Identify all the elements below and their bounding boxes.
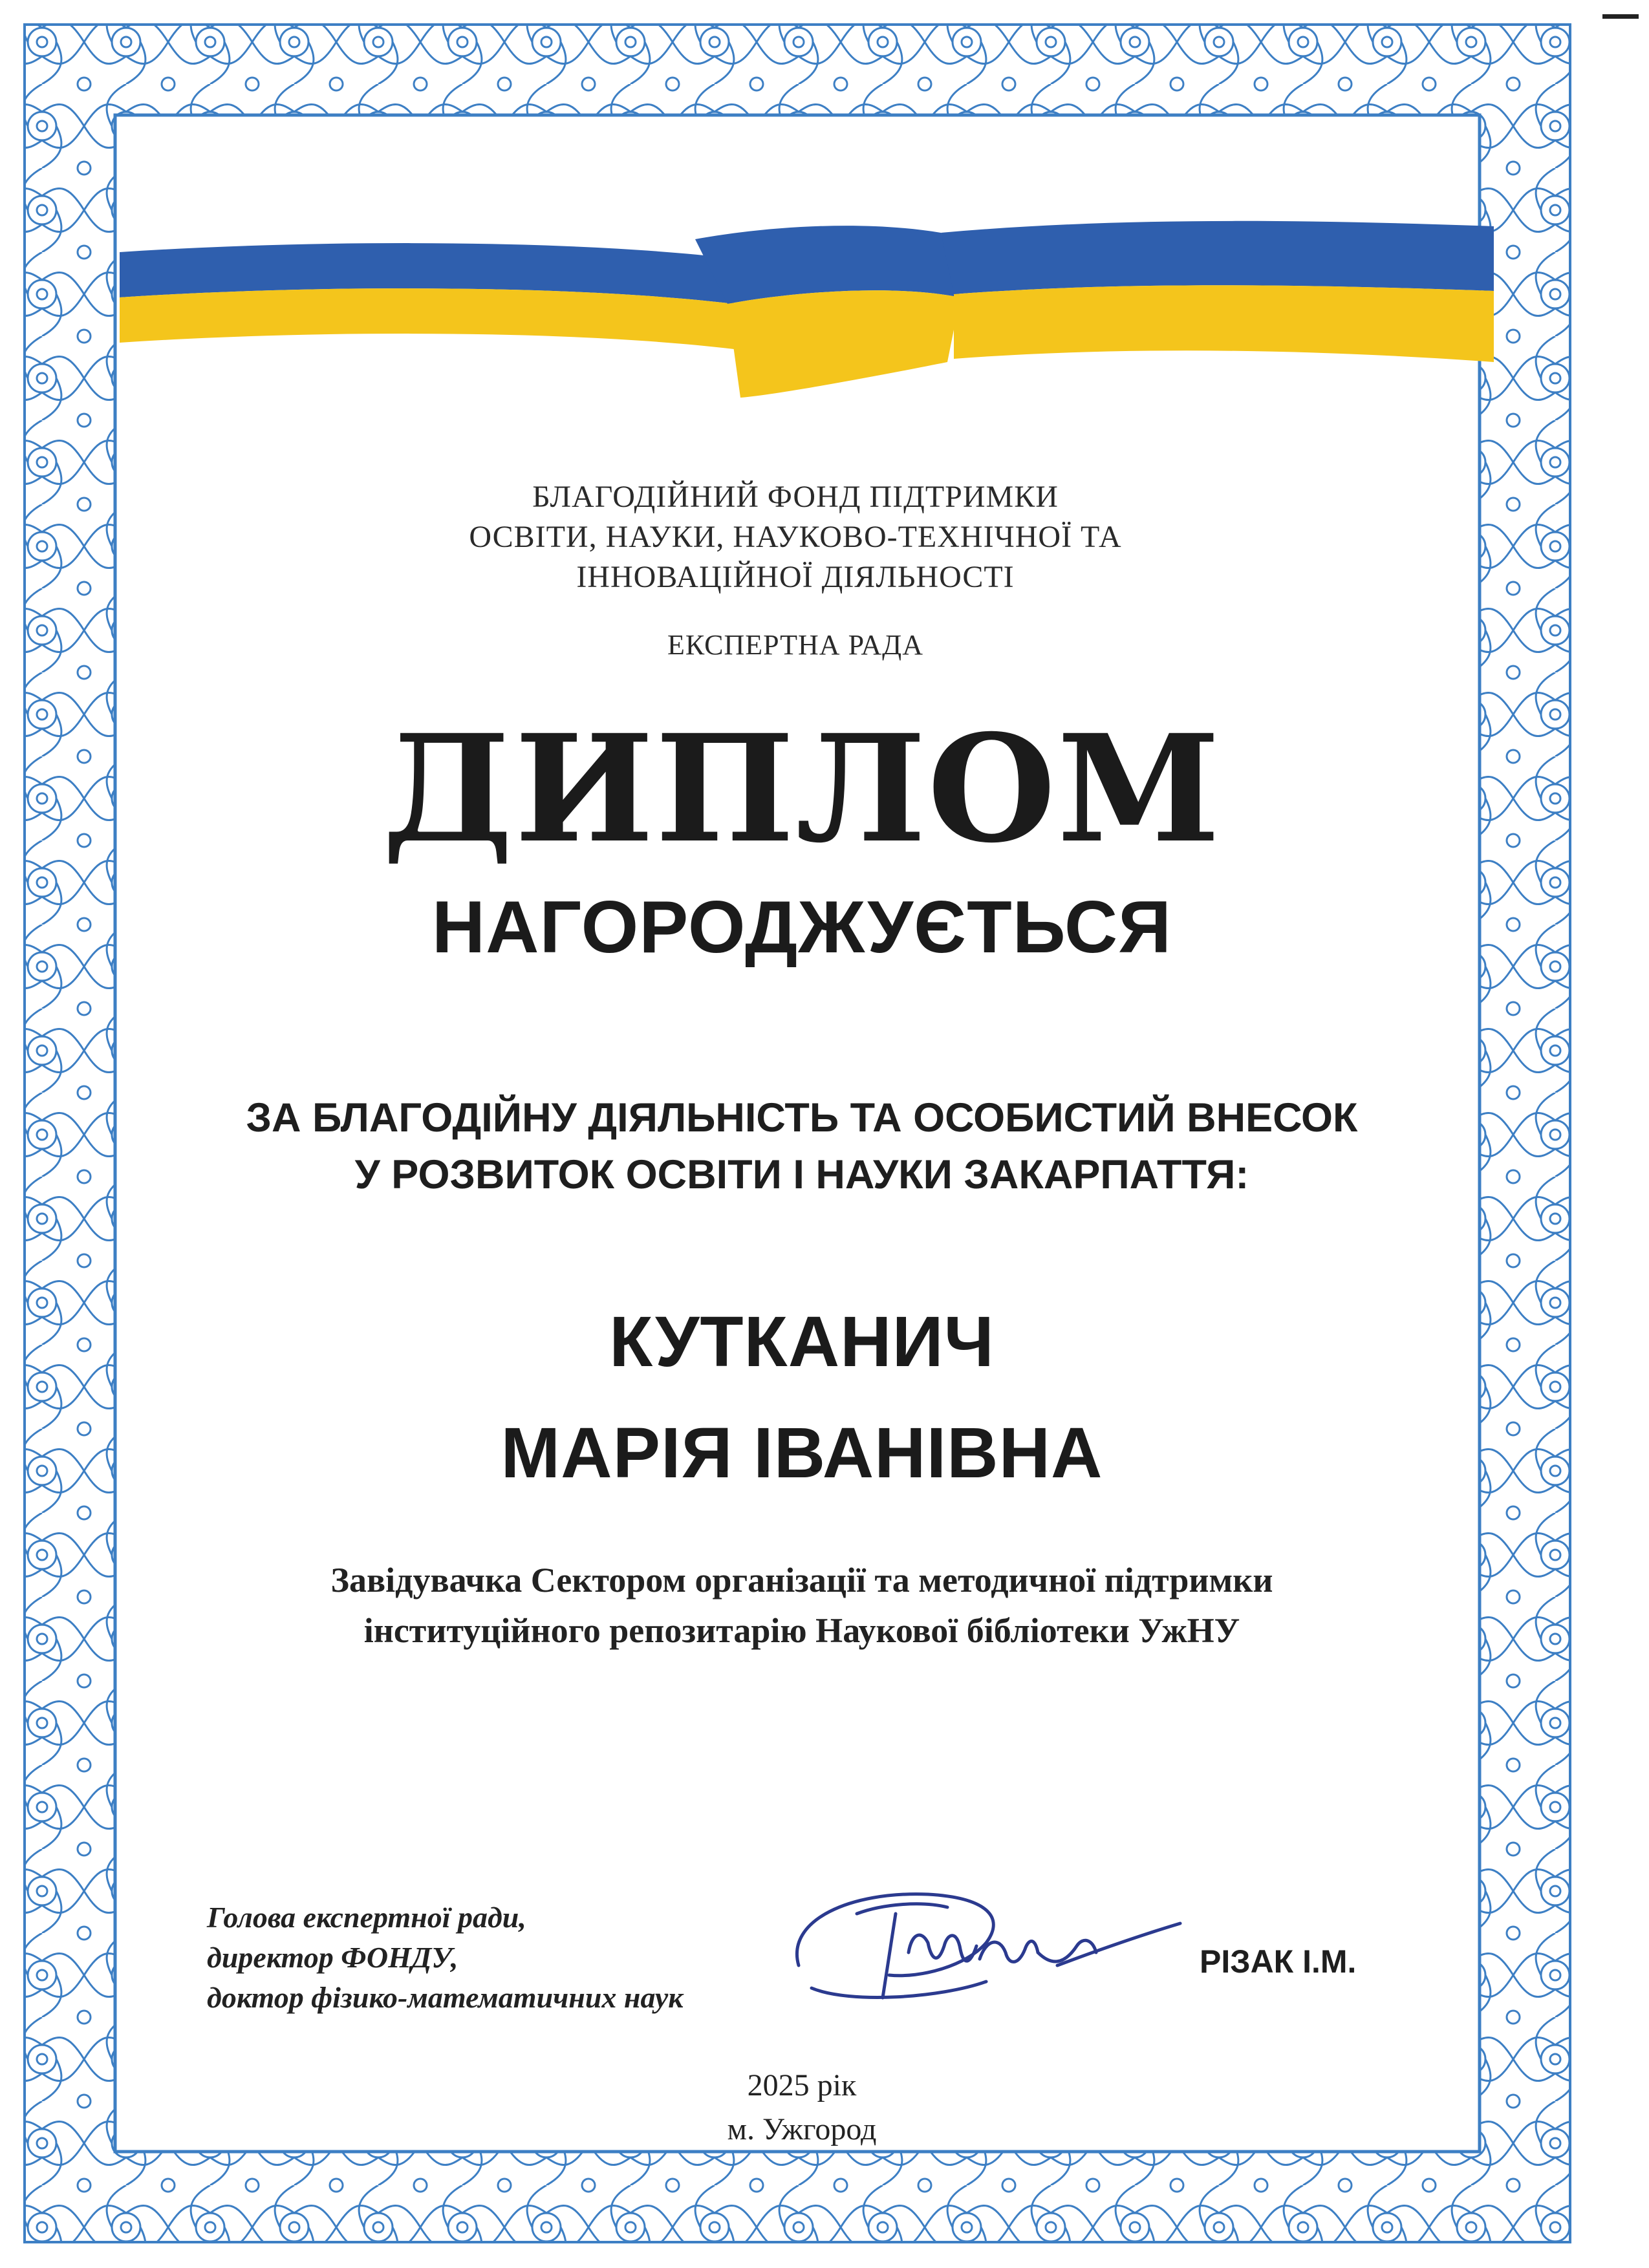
recipient-position bbox=[0, 1555, 1604, 1656]
organization-line: ОСВІТИ, НАУКИ, НАУКОВО-ТЕХНІЧНОЇ ТА bbox=[469, 520, 1122, 554]
recipient-name bbox=[0, 1287, 1604, 1509]
organization-line: ІННОВАЦІЙНОЇ ДІЯЛЬНОСТІ bbox=[576, 560, 1015, 594]
signatory-name: РІЗАК І.М. bbox=[1200, 1943, 1357, 1980]
signatory-title bbox=[207, 1898, 684, 2018]
signatory-title-line: Голова експертної ради, bbox=[207, 1901, 526, 1934]
expert-council-label: ЕКСПЕРТНА РАДА bbox=[667, 629, 923, 661]
recipient-position-line: Завідувачка Сектором організації та методичної підтримки bbox=[330, 1561, 1273, 1599]
recipient-given-names: МАРІЯ ІВАНІВНА bbox=[501, 1413, 1103, 1493]
ukrainian-flag-ribbon bbox=[120, 213, 1494, 407]
award-reason-line: ЗА БЛАГОДІЙНУ ДІЯЛЬНІСТЬ ТА ОСОБИСТИЙ ВНЕСОК bbox=[246, 1095, 1358, 1140]
handwritten-signature bbox=[773, 1868, 1187, 2037]
organization-name bbox=[0, 477, 1591, 597]
organization-line: БЛАГОДІЙНИЙ ФОНД ПІДТРИМКИ bbox=[532, 480, 1059, 514]
recipient-surname: КУТКАНИЧ bbox=[609, 1302, 995, 1382]
award-reason bbox=[0, 1089, 1604, 1203]
scan-edge-mark bbox=[1602, 14, 1639, 19]
award-reason-line: У РОЗВИТОК ОСВІТИ І НАУКИ ЗАКАРПАТТЯ: bbox=[354, 1152, 1249, 1197]
issue-year: 2025 рік bbox=[747, 2068, 857, 2102]
issue-city: м. Ужгород bbox=[727, 2112, 877, 2146]
signatory-title-line: директор ФОНДУ, bbox=[207, 1941, 458, 1974]
diploma-subtitle: НАГОРОДЖУЄТЬСЯ bbox=[431, 886, 1172, 968]
diploma-title: ДИПЛОМ bbox=[382, 702, 1222, 875]
issue-footer bbox=[0, 2064, 1604, 2152]
signatory-title-line: доктор фізико-математичних наук bbox=[207, 1981, 684, 2014]
recipient-position-line: інституційного репозитарію Наукової бібліотеки УжНУ bbox=[363, 1611, 1240, 1650]
